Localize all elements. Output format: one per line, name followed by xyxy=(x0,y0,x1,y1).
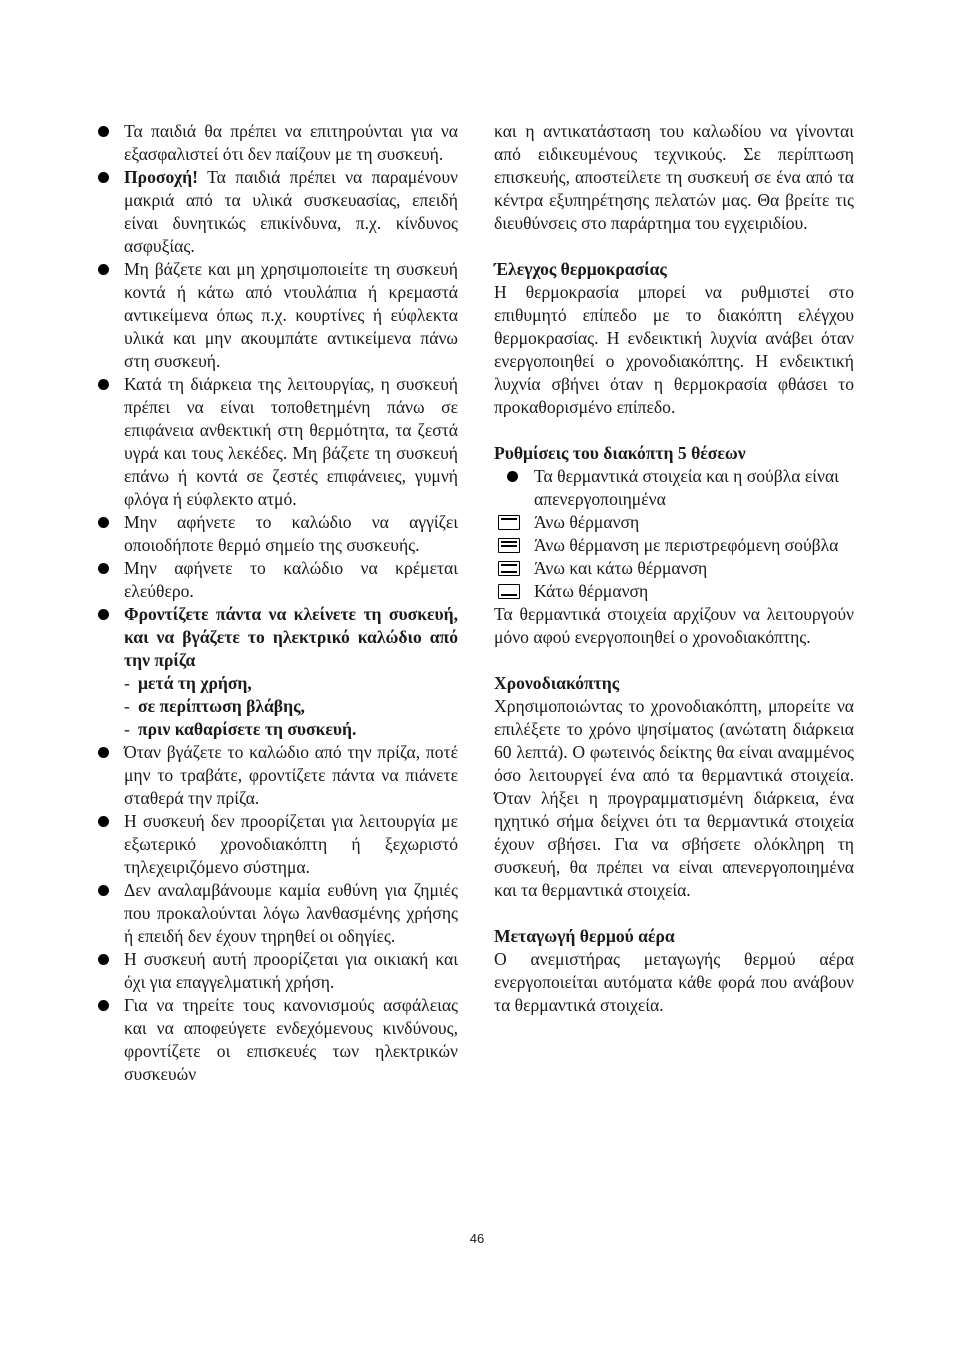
off-dot-icon xyxy=(507,471,518,482)
unplug-subitem: - πριν καθαρίσετε τη συσκευή. xyxy=(124,719,357,739)
unplug-subitem: - μετά τη χρήση, xyxy=(124,673,252,693)
warning-label: Προσοχή! xyxy=(124,167,199,187)
mode-label: Τα θερμαντικά στοιχεία και η σούβλα είναι απενεργοποιημένα xyxy=(534,466,839,509)
section-heading-temperature: Έλεγχος θερμοκρασίας xyxy=(494,259,667,279)
left-column xyxy=(96,120,458,1086)
top-bottom-heat-icon xyxy=(498,561,520,576)
section-heading-switch: Ρυθμίσεις του διακόπτη 5 θέσεων xyxy=(494,443,746,463)
safety-item xyxy=(96,258,458,373)
timer-paragraph: Χρησιμοποιώντας το χρονοδιακόπτη, μπορείτε να επιλέξετε το χρόνο ψησίματος (ανώτατη διάρκεια 60 λεπτά). Ο φωτεινός δείκτης θα είναι αναμμένος όσο λειτουργεί ένα από τα θερμαντικά στοιχεία. Όταν λήξει η προγραμματισμένη διάρκεια, ένα ηχητικό σήμα δείχνει ότι τα θερμαντικά στοιχεία έχουν σβήσει. Για να σβήσετε ολόκληρη τη συσκευή, θα πρέπει να είναι απενεργοποιημένα και τα θερμαντικά στοιχεία. xyxy=(494,696,854,900)
safety-text: Τα παιδιά πρέπει να παραμένουν μακριά από τα υλικά συσκευασίας, επειδή είναι δυνητικώς επικίνδυνα, π.χ. κίνδυνος ασφυξίας. xyxy=(124,167,458,256)
convection-paragraph: Ο ανεμιστήρας μεταγωγής θερμού αέρα ενεργοποιείται αυτόματα κάθε φορά που ανάβουν τα θερμαντικά στοιχεία. xyxy=(494,949,854,1015)
safety-item xyxy=(96,557,458,603)
safety-item xyxy=(96,166,458,258)
unplug-instruction: Φροντίζετε πάντα να κλείνετε τη συσκευή, και να βγάζετε το ηλεκτρικό καλώδιο από την πρίζα xyxy=(124,604,458,670)
safety-text: Κατά τη διάρκεια της λειτουργίας, η συσκευή πρέπει να είναι τοποθετημένη πάνω σε επιφάνεια ανθεκτική στη θερμότητα, τα ζεστά υγρά και τους λεκέδες. Μη βάζετε τη συσκευή επάνω ή κοντά σε ζεστές επιφάνειες, γυμνή φλόγα ή εύφλεκτο ατμό. xyxy=(124,374,458,509)
safety-item xyxy=(96,120,458,166)
mode-top-heat-spit xyxy=(494,534,854,557)
subitem-text: σε περίπτωση βλάβης, xyxy=(138,696,305,716)
rotisserie-icon xyxy=(498,538,520,553)
section-heading-timer: Χρονοδιακόπτης xyxy=(494,673,620,693)
safety-text: Δεν αναλαμβάνουμε καμία ευθύνη για ζημιές που προκαλούνται λόγω λανθασμένης χρήσης ή επειδή δεν έχουν τηρηθεί οι οδηγίες. xyxy=(124,880,458,946)
safety-item xyxy=(96,373,458,511)
mode-off xyxy=(494,465,854,511)
safety-text: Για να τηρείτε τους κανονισμούς ασφάλειας και να αποφεύγετε ενδεχόμενους κινδύνους, φροντίζετε οι επισκευές των ηλεκτρικών συσκευών xyxy=(124,995,458,1084)
safety-item xyxy=(96,948,458,994)
mode-bottom-heat xyxy=(494,580,854,603)
safety-text: Μη βάζετε και μη χρησιμοποιείτε τη συσκευή κοντά ή κάτω από ντουλάπια ή κρεμαστά αντικείμενα όπως π.χ. κουρτίνες ή εύφλεκτα υλικά και μην ακουμπάτε αντικείμενα πάνω στη συσκευή. xyxy=(124,259,458,371)
safety-item xyxy=(96,511,458,557)
safety-text: Τα παιδιά θα πρέπει να επιτηρούνται για να εξασφαλιστεί ότι δεν παίζουν με τη συσκευή. xyxy=(124,121,458,164)
safety-item xyxy=(96,810,458,879)
safety-item xyxy=(96,603,458,672)
mode-label: Άνω θέρμανση xyxy=(534,512,640,532)
mode-top-bottom-heat xyxy=(494,557,854,580)
heating-elements-paragraph: Τα θερμαντικά στοιχεία αρχίζουν να λειτουργούν μόνο αφού ενεργοποιηθεί ο χρονοδιακόπτης. xyxy=(494,604,854,647)
safety-text: Η συσκευή αυτή προορίζεται για οικιακή και όχι για επαγγελματική χρήση. xyxy=(124,949,458,992)
temperature-paragraph: Η θερμοκρασία μπορεί να ρυθμιστεί στο επιθυμητό επίπεδο με το διακόπτη ελέγχου θερμοκρασίας. Η ενδεικτική λυχνία ανάβει όταν ενεργοποιηθεί ο χρονοδιακόπτης. Η ενδεικτική λυχνία σβήνει όταν η θερμοκρασία φθάσει το προκαθορισμένο επίπεδο. xyxy=(494,282,854,417)
mode-label: Άνω θέρμανση με περιστρεφόμενη σούβλα xyxy=(534,535,839,555)
bottom-heat-icon xyxy=(498,584,520,599)
subitem-text: πριν καθαρίσετε τη συσκευή. xyxy=(138,719,357,739)
mode-top-heat xyxy=(494,511,854,534)
safety-text: Μην αφήνετε το καλώδιο να αγγίζει οποιοδήποτε θερμό σημείο της συσκευής. xyxy=(124,512,458,555)
mode-label: Άνω και κάτω θέρμανση xyxy=(534,558,708,578)
safety-item xyxy=(96,879,458,948)
continued-paragraph: και η αντικατάσταση του καλωδίου να γίνονται από ειδικευμένους τεχνικούς. Σε περίπτωση επισκευής, αποστείλετε τη συσκευή σε ένα από τα κέντρα εξυπηρέτησης πελατών μας. Θα βρείτε τις διευθύνσεις στο παράρτημα του εγχειριδίου. xyxy=(494,121,854,233)
safety-text: Όταν βγάζετε το καλώδιο από την πρίζα, ποτέ μην το τραβάτε, φροντίζετε πάντα να πιάνετε σταθερά την πρίζα. xyxy=(124,742,458,808)
section-heading-convection: Μεταγωγή θερμού αέρα xyxy=(494,926,675,946)
safety-item xyxy=(96,994,458,1086)
right-column xyxy=(494,120,854,1017)
mode-label: Κάτω θέρμανση xyxy=(534,581,649,601)
page-number: 46 xyxy=(469,1231,485,1246)
subitem-text: μετά τη χρήση, xyxy=(138,673,252,693)
safety-text: Μην αφήνετε το καλώδιο να κρέμεται ελεύθερο. xyxy=(124,558,458,601)
top-heat-icon xyxy=(498,515,520,530)
safety-item xyxy=(96,741,458,810)
unplug-subitem: - σε περίπτωση βλάβης, xyxy=(124,696,305,716)
safety-text: Η συσκευή δεν προορίζεται για λειτουργία με εξωτερικό χρονοδιακόπτη ή ξεχωριστό τηλεχειριζόμενο σύστημα. xyxy=(124,811,458,877)
